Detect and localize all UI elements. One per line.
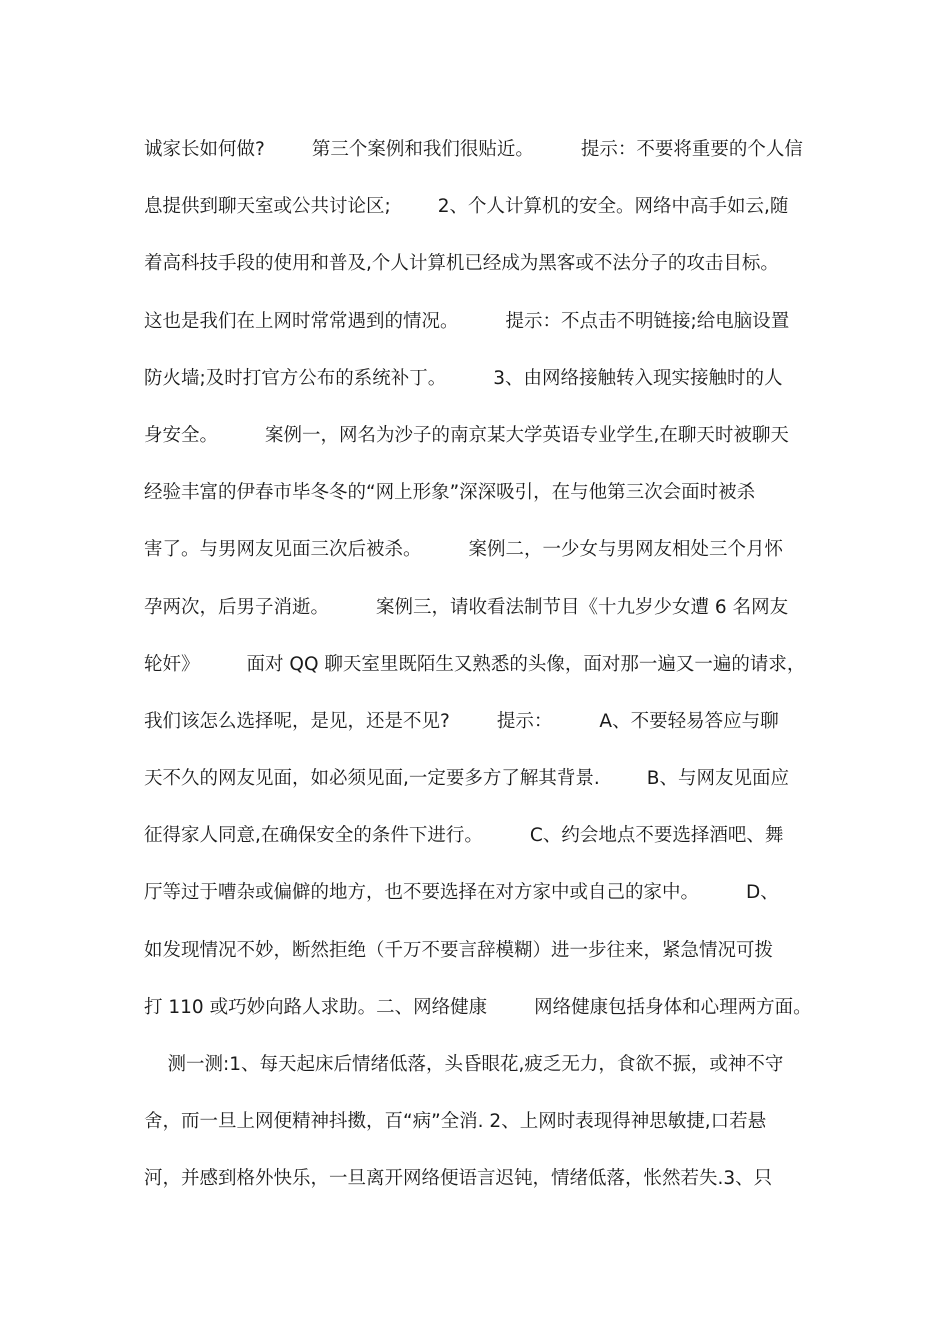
text-line: 如发现情况不妙，断然拒绝（千万不要言辞模糊）进一步往来，紧急情况可拨: [144, 939, 774, 961]
text-line: 防火墙;及时打官方公布的系统补丁。 3、由网络接触转入现实接触时的人: [144, 367, 783, 389]
text-line: 诚家长如何做? 第三个案例和我们很贴近。 提示：不要将重要的个人信: [144, 139, 803, 160]
text-line: 这也是我们在上网时常常遇到的情况。 提示：不点击不明链接;给电脑设置: [144, 310, 790, 332]
text-line: 孕两次，后男子消逝。 案例三，请收看法制节目《十九岁少女遭 6 名网友: [144, 596, 789, 618]
text-line: 身安全。 案例一，网名为沙子的南京某大学英语专业学生,在聊天时被聊天: [144, 424, 789, 446]
text-line: 河，并感到格外快乐，一旦离开网络便语言迟钝，情绪低落，怅然若失.3、只: [144, 1168, 773, 1190]
text-line: 息提供到聊天室或公共讨论区; 2、个人计算机的安全。网络中高手如云,随: [144, 196, 789, 218]
text-line: 着高科技手段的使用和普及,个人计算机已经成为黑客或不法分子的攻击目标。: [144, 253, 779, 275]
text-line: 轮奸》 面对 QQ 聊天室里既陌生又熟悉的头像，面对那一遍又一遍的请求，: [144, 653, 806, 675]
text-line: 舍，而一旦上网便精神抖擞，百“病”全消. 2、上网时表现得神思敏捷,口若悬: [144, 1111, 767, 1133]
text-line: 打 110 或巧妙向路人求助。二、网络健康 网络健康包括身体和心理两方面。: [144, 996, 812, 1018]
text-line: 天不久的网友见面，如必须见面,一定要多方了解其背景. B、与网友见面应: [144, 768, 790, 790]
text-line: 测一测:1、每天起床后情绪低落，头昏眼花,疲乏无力，食欲不振，或神不守: [144, 1054, 784, 1075]
text-line: 我们该怎么选择呢，是见，还是不见? 提示： A、不要轻易答应与聊: [144, 710, 779, 732]
text-line: 害了。与男网友见面三次后被杀。 案例二，一少女与男网友相处三个月怀: [144, 539, 784, 561]
text-line: 厅等过于嘈杂或偏僻的地方，也不要选择在对方家中或自己的家中。 D、: [144, 882, 779, 904]
text-line: 征得家人同意,在确保安全的条件下进行。 C、约会地点不要选择酒吧、舞: [144, 825, 784, 847]
document-body: [144, 130, 814, 1217]
text-line: 经验丰富的伊春市毕冬冬的“网上形象”深深吸引，在与他第三次会面时被杀: [144, 482, 756, 504]
